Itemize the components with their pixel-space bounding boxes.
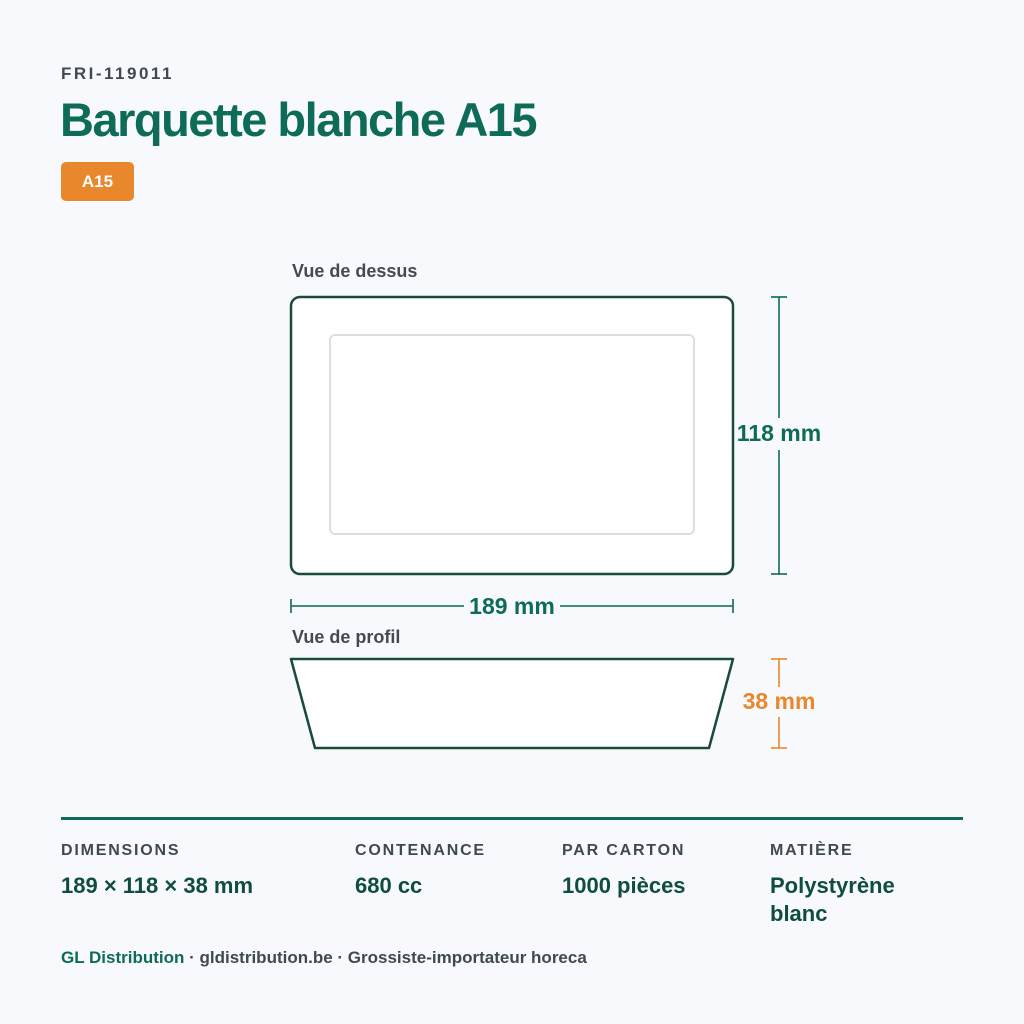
spec-dimensions xyxy=(61,842,331,900)
tray-top-view-inner xyxy=(330,335,694,534)
footer xyxy=(61,948,587,968)
top-view-label: Vue de dessus xyxy=(292,261,418,281)
spec-label: DIMENSIONS xyxy=(61,842,181,859)
footer-brand: GL Distribution xyxy=(61,948,185,967)
spec-label: PAR CARTON xyxy=(562,842,686,859)
side-view-label: Vue de profil xyxy=(292,627,401,647)
footer-tagline: Grossiste-importateur horeca xyxy=(347,948,587,967)
spec-value: 680 cc xyxy=(355,873,423,898)
length-dimension-label: 189 mm xyxy=(469,593,555,619)
footer-separator: · xyxy=(184,948,200,967)
section-divider xyxy=(61,817,963,820)
spec-capacity xyxy=(355,842,545,900)
spec-label: MATIÈRE xyxy=(770,842,854,859)
spec-value: Polystyrène blanc xyxy=(770,873,895,926)
spec-per-carton xyxy=(562,842,752,900)
width-dimension-label: 118 mm xyxy=(736,420,822,446)
product-sku: FRI-119011 xyxy=(61,64,174,83)
height-dimension-label: 38 mm xyxy=(742,688,816,714)
tray-side-profile xyxy=(291,659,733,748)
spec-material xyxy=(770,842,920,928)
product-title: Barquette blanche A15 xyxy=(60,93,537,146)
spec-label: CONTENANCE xyxy=(355,842,486,859)
spec-value: 189 × 118 × 38 mm xyxy=(61,873,254,898)
spec-value: 1000 pièces xyxy=(562,873,686,898)
footer-website: gldistribution.be xyxy=(199,948,333,967)
model-badge: A15 xyxy=(61,162,134,201)
footer-separator: · xyxy=(332,948,348,967)
